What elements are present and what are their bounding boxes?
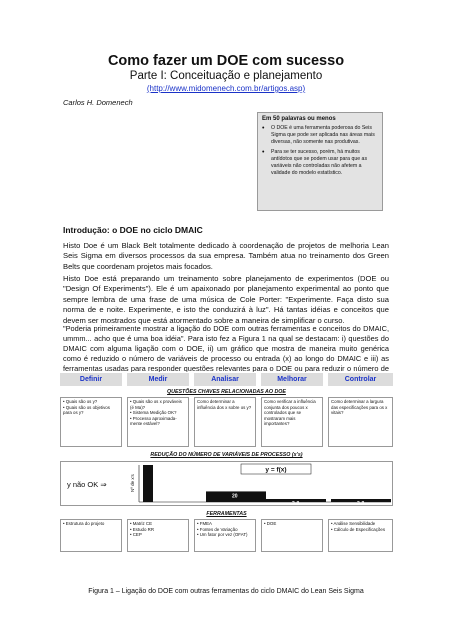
bullet-icon: • [262,149,265,156]
tool-cell: • DOE [261,519,323,552]
reduction-header: REDUÇÃO DO NÚMERO DE VARIÁVEIS DE PROCESSO (x's) [150,452,303,458]
tool-cell: • Matriz CE • Estudo RR • CEP [127,519,189,552]
question-cell: Como verificar a influência conjunta dos poucos x controlados que se mostraram mais importantes? [261,397,323,447]
bullet-icon: • [262,125,265,132]
source-url [0,84,452,93]
document-subtitle: Parte I: Conceituação e planejamento [129,70,323,82]
summary-box [257,112,383,211]
formula-label: y = f(x) [265,466,287,474]
reduction-chart [61,462,392,505]
dmaic-phase-bar [60,373,393,386]
phase-definir: Definir [60,373,122,386]
bar-value-label: 3-8 [292,501,300,505]
source-link[interactable]: (http://www.midomenech.com.br/artigos.asp) [146,84,306,93]
bar-value-label: 20 [232,493,238,500]
paragraph-2: Histo Doe está preparando um treinamento sobre planejamento de experimentos (DOE ou "Design Of Experiments"). Ele é um apaixonado por planejamento experimental ao ponto que sempre lembra de uma frase de uma música de Cole Porter: "Experimente. Faça disto sua norma de e noite. Experimente, e isto the conduzirá à luz". Há tantas idéias e conceitos que devem ser mostrados que está atormentado sobre a maneira de simplificar o curso. [63,274,389,325]
question-cell: Como determinar a influência dos x sobre os y? [194,397,256,447]
y-not-ok-label: y não OK ⇒ [67,480,107,489]
question-cell: • Quais são os y? • Quais são os objetivos para os y? [60,397,122,447]
tool-cell: • Estrutura do projeto [60,519,122,552]
section-heading: Introdução: o DOE no ciclo DMAIC [63,225,203,235]
tool-cell: • Análise Sensibilidade • Cálculo de Especificações [328,519,393,552]
bar-value-label: 3-8 [357,501,365,505]
tool-cell: • FMEA • Fontes de Variação • Um fator por vez (OFAT) [194,519,256,552]
reduction-chart-box [60,461,393,506]
questions-header: QUESTÕES CHAVES RELACIONADAS AO DOE [167,389,286,395]
figure-caption: Figura 1 – Ligação do DOE com outras ferramentas do ciclo DMAIC do Lean Seis Sigma [88,588,364,595]
document-title: Como fazer um DOE com sucesso [107,53,345,69]
summary-bullet [262,125,378,146]
question-cell: Como determinar a largura das especificações para os x vitais? [328,397,393,447]
summary-bullet-text: Para se ter sucesso, porém, há muitos antídotos que se podem usar para que as variáveis não controladas não afetem a validade do modelo estatístico. [271,149,368,176]
question-cell: • Quais são os x prováveis (é Ma)? • Sistema Medição OK? • Processo aproximada-mente estável? [127,397,189,447]
phase-analisar: Analisar [194,373,256,386]
paragraph-3: "Poderia primeiramente mostrar a ligação do DOE com outras ferramentas e conceitos do DMAIC, ummm... acho que é uma boa idéia". Para isto fez a Figura 1 na qual se destacam: i) questões do DMAIC com alguma ligação com o DOE, ii) um gráfico que mostra de maneira muito genérica como é reduzido o número de variáveis de processo ou entrada (x) ao longo do DMAIC e iii) as ferramentas usadas para responder questões relevantes para o DOE ou para reduzir o número de [63,324,389,372]
phase-medir: Medir [127,373,189,386]
phase-controlar: Controlar [328,373,393,386]
figure-1 [60,373,393,563]
phase-melhorar: Melhorar [261,373,323,386]
summary-heading: Em 50 palavras ou menos [262,116,336,122]
bar-value-label: 70 [146,470,152,476]
author-name: Carlos H. Domenech [63,98,133,107]
summary-bullet-text: O DOE é uma ferramenta poderosa do Seis Sigma que pode ser aplicada nas áreas mais diversas, não somente nas produtivas. [271,125,375,145]
paragraph-1: Histo Doe é um Black Belt totalmente dedicado à coordenação de projetos de melhoria Lean Seis Sigma em diversos processos da sua empresa. Também atua no treinamento dos Green Belts que coordenam projetos mais focados. [63,241,389,271]
tools-header: FERRAMENTAS [206,511,247,517]
summary-bullet [262,149,378,177]
axis-label: Nº de x's [130,474,135,492]
